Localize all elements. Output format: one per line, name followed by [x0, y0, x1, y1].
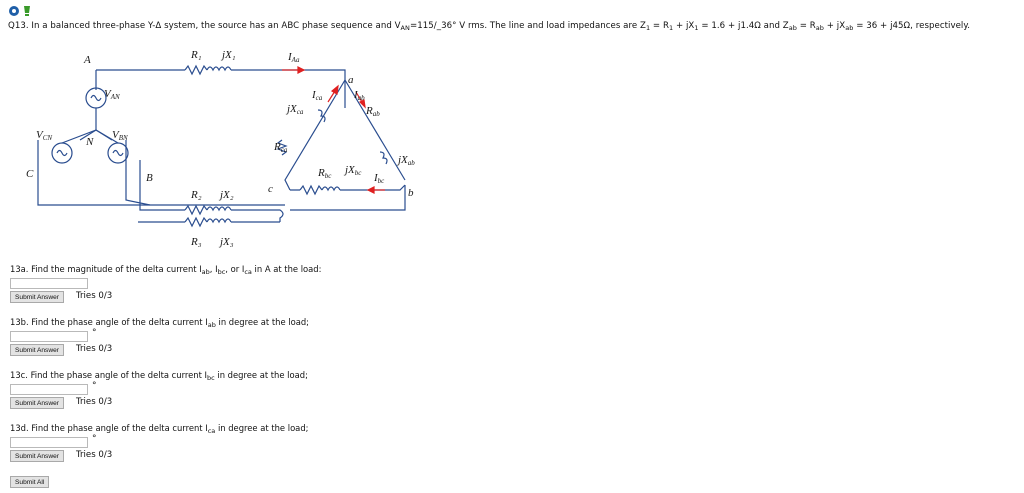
circuit-diagram — [0, 40, 440, 260]
toolbar-icons — [8, 5, 34, 20]
prompt-13a: 13a. Find the magnitude of the delta current $I_{ab}$, $I_{bc}$, or $I_{ca}$ in A at the load: — [10, 264, 322, 276]
label-jx2: jX₂ — [220, 189, 234, 201]
submit-all-button[interactable]: Submit All — [10, 476, 49, 488]
label-b: b — [408, 187, 414, 199]
label-jxca: jXca — [287, 103, 304, 116]
label-rab: Rab — [366, 105, 380, 118]
question-number: Q13. — [8, 21, 29, 31]
label-N: N — [86, 136, 94, 148]
answer-input-13a[interactable] — [10, 278, 88, 289]
tries-13b: Tries 0/3 — [76, 344, 113, 354]
label-C: C — [26, 168, 34, 180]
degree-unit-13c: ° — [92, 381, 97, 391]
degree-unit-13d: ° — [92, 434, 97, 444]
label-van: VAN — [104, 88, 120, 101]
answer-input-13d[interactable] — [10, 437, 88, 448]
part-13b — [10, 317, 310, 354]
label-a: a — [348, 74, 354, 86]
prompt-13d: 13d. Find the phase angle of the delta current $I_{ca}$ in degree at the load; — [10, 423, 309, 435]
tries-13a: Tries 0/3 — [76, 291, 113, 301]
degree-unit-13b: ° — [92, 328, 97, 338]
resistor-r1 — [185, 66, 207, 74]
label-ica: Ica — [312, 89, 323, 102]
label-r2: R₂ — [191, 189, 202, 201]
tries-13d: Tries 0/3 — [76, 450, 113, 460]
label-B: B — [146, 172, 153, 184]
answer-input-13c[interactable] — [10, 384, 88, 395]
prompt-13c: 13c. Find the phase angle of the delta current $I_{bc}$ in degree at the load; — [10, 370, 308, 382]
label-jx1: jX₁ — [222, 49, 236, 61]
label-c: c — [268, 183, 273, 195]
inductor-x3 — [207, 219, 231, 222]
label-jx3: jX₃ — [220, 236, 234, 248]
inductor-xab — [380, 152, 387, 164]
label-ibc: Ibc — [374, 172, 385, 185]
submit-answer-button-13c[interactable]: Submit Answer — [10, 397, 64, 409]
inductor-x1 — [207, 67, 231, 70]
prompt-13b: 13b. Find the phase angle of the delta current $I_{ab}$ in degree at the load; — [10, 317, 310, 329]
resistor-rbc — [300, 186, 322, 194]
label-jxbc: jXbc — [345, 164, 362, 177]
hint-icon[interactable] — [24, 6, 30, 16]
label-vcn: VCN — [36, 129, 53, 142]
resistor-r3 — [185, 218, 207, 226]
view-icon[interactable] — [9, 6, 19, 16]
label-r1: R₁ — [191, 49, 202, 61]
label-iaa: IAa — [288, 51, 300, 64]
label-A: A — [84, 54, 91, 66]
question-text: Q13. In a balanced three-phase Y-Δ system, the source has an ABC phase sequence and $V_{AN}=115/\_36^\circ$ V rms. The line and load impedances are $Z_1 = R_1 + jX_1 = 1.6 + j1.4\Omega$ and $Z_{ab} = R_{ab} + jX_{ab} = 36 + j45\Omega$, respectively. — [8, 21, 971, 32]
submit-answer-button-13b[interactable]: Submit Answer — [10, 344, 64, 356]
inductor-xbc — [322, 187, 340, 190]
label-iab: Iab — [354, 89, 365, 102]
resistor-r2 — [185, 206, 207, 214]
label-rca: Rca — [274, 141, 288, 154]
answer-input-13b[interactable] — [10, 331, 88, 342]
part-13d — [10, 423, 309, 460]
inductor-x2 — [207, 207, 231, 210]
label-r3: R₃ — [191, 236, 202, 248]
part-13c — [10, 370, 308, 407]
label-jxab: jXab — [398, 154, 415, 167]
part-13a — [10, 264, 322, 301]
submit-answer-button-13d[interactable]: Submit Answer — [10, 450, 64, 462]
label-rbc: Rbc — [318, 167, 332, 180]
label-vbn: VBN — [112, 129, 128, 142]
submit-answer-button-13a[interactable]: Submit Answer — [10, 291, 64, 303]
tries-13c: Tries 0/3 — [76, 397, 113, 407]
